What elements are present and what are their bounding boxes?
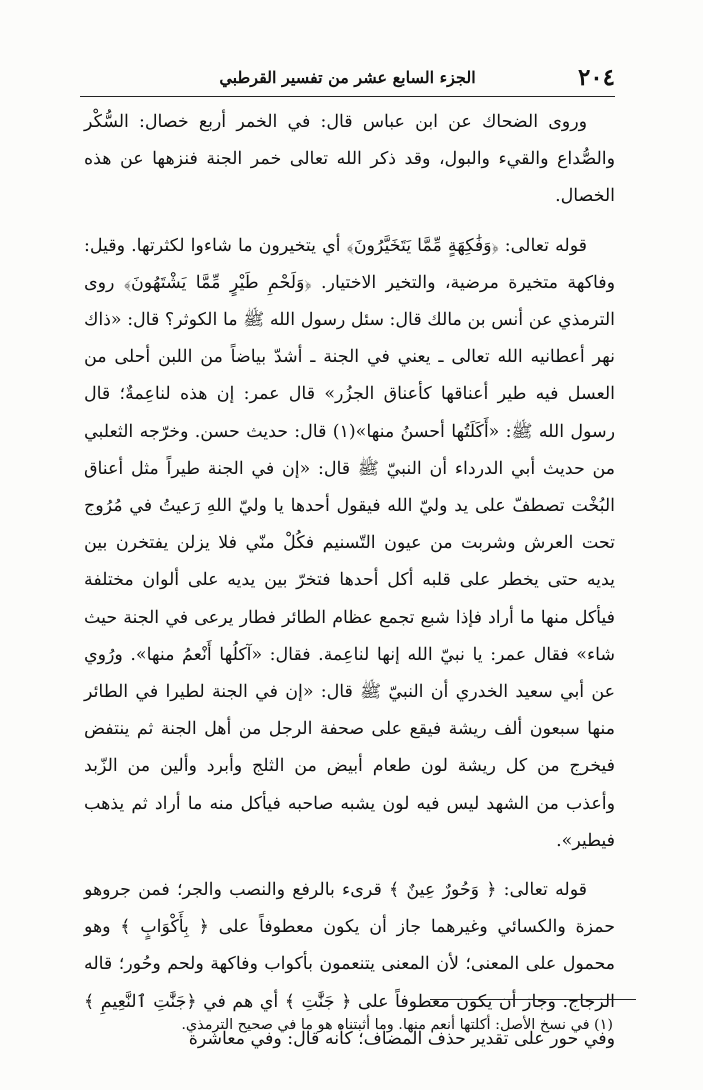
paragraph: قوله تعالى: ﴿ وَحُورٌ عِينٌ ﴾ قرىء بالرفع والنصب والجر؛ فمن جروهو حمزة والكسائي وغيرهما جاز أن يكون معطوفاً على ﴿ بِأَكْوَابٍ ﴾ وهو محمول على المعنى؛ لأن المعنى يتنعمون بأكواب وفاكهة ولحم وحُور؛ قاله الزجاج. وجاز أن يكون معطوفاً على ﴿ جَنَّٰتِ ﴾ أي هم في ﴿جَنَّٰتِ ٱلنَّعِيمِ ﴾ وفي حور على تقدير حذف المضاف؛ كأنه قال: وفي معاشرة — [84, 880, 615, 1049]
body-text — [84, 104, 615, 1058]
paragraph: وروى الضحاك عن ابن عباس قال: في الخمر أربع خصال: السُّكْر والصُّداع والقيء والبول، وقد ذكر الله تعالى خمر الجنة فنزهها عن هذه الخصال. — [84, 112, 615, 207]
paragraph: قوله تعالى: ﴿وَفَٰكِهَةٍ مِّمَّا يَتَخَيَّرُونَ﴾ أي يتخيرون ما شاءوا لكثرتها. وقيل: وفاكهة متخيرة مرضية، والتخير الاختيار. ﴿وَلَحْمِ طَيْرٍ مِّمَّا يَشْتَهُونَ﴾ روى الترمذي عن أنس بن مالك قال: سئل رسول الله ﷺ ما الكوثر؟ قال: «ذاك نهر أعطانيه الله تعالى ـ يعني في الجنة ـ أشدّ بياضاً من اللبن أحلى من العسل فيه طير أعناقها كأعناق الجزُر» قال عمر: إن هذه لناعِمةٌ؛ قال رسول الله ﷺ: «أَكَلَتُها أحسنُ منها»(١) قال: حديث حسن. وخرّجه الثعلبي من حديث أبي الدرداء أن النبيّ ﷺ قال: «إن في الجنة طيراً مثل أعناق البُخْت تصطفّ على يد وليّ الله فيقول أحدها يا وليّ اللهِ رَعيتُ في مُرُوج تحت العرش وشربت من عيون التّسنيم فكُلْ منّي فلا يزلن يفتخرن بين يديه حتى يخطر على قلبه أكل أحدها فتخرّ بين يديه على ألوان مختلفة فيأكل منها ما أراد فإذا شبع تجمع عظام الطائر فطار يرعى في الجنة حيث شاء» فقال عمر: يا نبيّ الله إنها لناعِمة. فقال: «آكلُها أَنْعمُ منها». ورُوي عن أبي سعيد الخدري أن النبيّ ﷺ قال: «إن في الجنة لطيرا في الطائر منها سبعون ألف ريشة فيقع على صحفة الرجل من أهل الجنة ثم ينتفض فيخرج من كل ريشة لون طعام أبيض من الثلج وأبرد وألين من الزّبد وأعذب من الشهد ليس فيه لون يشبه صاحبه فيأكل منه ما أراد ثم يذهب فيطير». — [84, 235, 615, 851]
footnote: (١) في نسخ الأصل: أكلتها أنعم منها. وما أثبتناه هو ما في صحيح الترمذي. — [181, 1017, 613, 1033]
running-title: الجزء السابع عشر من تفسير القرطبي — [219, 68, 476, 87]
footnote-separator — [430, 999, 636, 1000]
page-header — [80, 60, 615, 97]
page-number: ٢٠٤ — [577, 64, 615, 91]
